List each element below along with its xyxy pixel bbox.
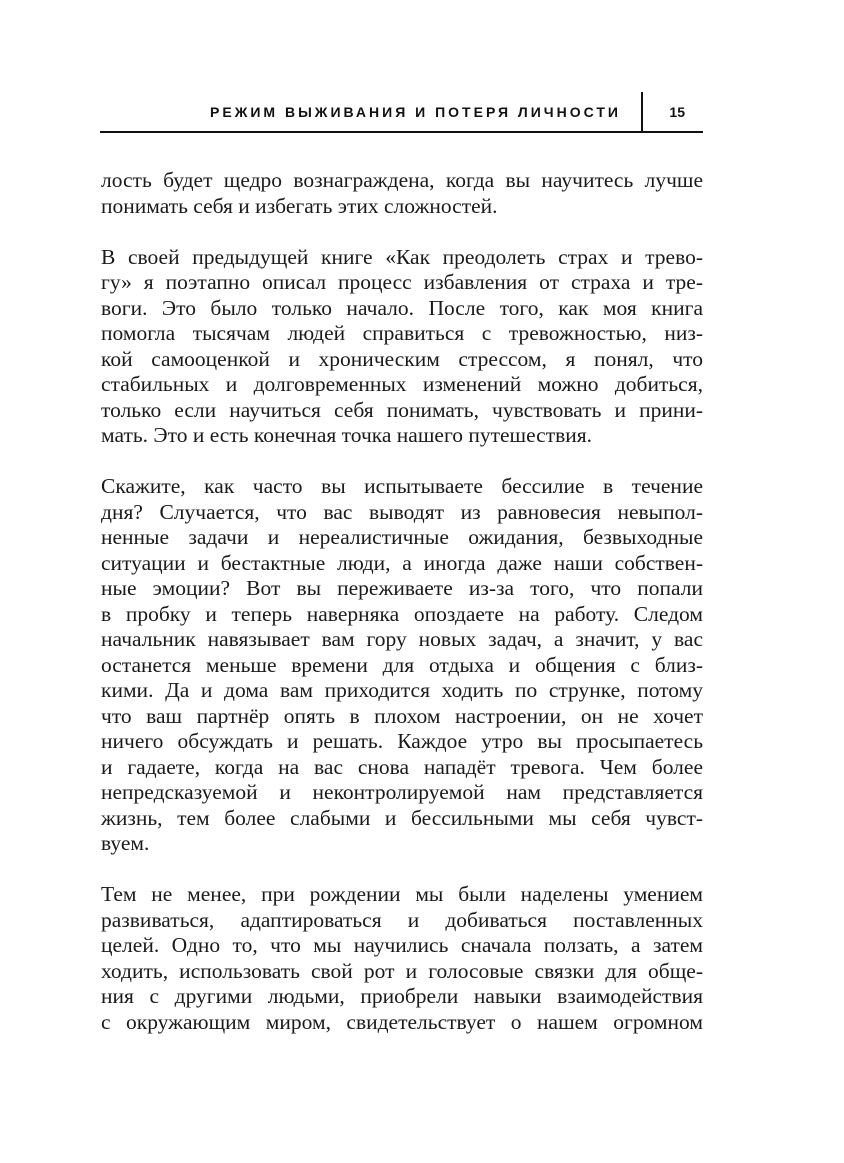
- text-line: непредсказуемой и неконтролируемой нам представляется: [101, 780, 703, 804]
- text-line: Скажите, как часто вы испытываете бессилие в течение: [101, 474, 703, 498]
- text-line: в пробку и теперь наверняка опоздаете на работу. Следом: [101, 601, 703, 626]
- body-text: [101, 168, 703, 1061]
- text-line: лость будет щедро вознаграждена, когда вы научитесь лучше: [101, 168, 703, 192]
- text-line: ничего обсуждать и решать. Каждое утро вы просыпаетесь: [101, 729, 703, 753]
- text-line: останется меньше времени для отдыха и общения с близ-: [101, 652, 703, 677]
- paragraph: [101, 474, 703, 857]
- paragraph: [101, 882, 703, 1035]
- text-line: ходить, использовать свой рот и голосовые связки для обще-: [101, 958, 703, 983]
- text-line: целей. Одно то, что мы научились сначала ползать, а затем: [101, 933, 703, 957]
- text-line: В своей предыдущей книге «Как преодолеть страх и трево-: [101, 244, 703, 269]
- text-line: дня? Случается, что вас выводят из равновесия невыпол-: [101, 499, 703, 524]
- text-line: жизнь, тем более слабыми и бессильными мы себя чувст-: [101, 805, 703, 830]
- header-divider: [641, 92, 643, 132]
- text-line: ния с другими людьми, приобрели навыки взаимодействия: [101, 984, 703, 1008]
- text-line: ненные задачи и нереалистичные ожидания, безвыходные: [101, 525, 703, 549]
- text-line: помогла тысячам людей справиться с тревожностью, низ-: [101, 321, 703, 345]
- paragraph: [101, 245, 703, 449]
- text-line: стабильных и долговременных изменений можно добиться,: [101, 372, 703, 396]
- text-line: гу» я поэтапно описал процесс избавления от страха и тре-: [101, 270, 703, 294]
- text-line: кими. Да и дома вам приходится ходить по струнке, потому: [101, 678, 703, 702]
- text-line: развиваться, адаптироваться и добиваться поставленных: [101, 907, 703, 932]
- text-line: и гадаете, когда на вас снова нападёт тревога. Чем более: [101, 754, 703, 779]
- text-line: кой самооценкой и хроническим стрессом, я понял, что: [101, 346, 703, 371]
- text-line: только если научиться себя понимать, чувствовать и прини-: [101, 397, 703, 422]
- text-line: мать. Это и есть конечная точка нашего путешествия.: [101, 423, 593, 447]
- text-line: ные эмоции? Вот вы переживаете из-за того, что попали: [101, 576, 703, 600]
- text-line: с окружающим миром, свидетельствует о нашем огромном: [101, 1009, 703, 1034]
- header-rule: [100, 131, 703, 133]
- text-line: воги. Это было только начало. После того, как моя книга: [101, 295, 703, 320]
- page-number: 15: [669, 104, 685, 120]
- text-line: Тем не менее, при рождении мы были наделены умением: [101, 882, 703, 906]
- text-line: ситуации и бестактные люди, а иногда даже наши собствен-: [101, 550, 703, 575]
- running-title: РЕЖИМ ВЫЖИВАНИЯ И ПОТЕРЯ ЛИЧНОСТИ: [210, 104, 621, 120]
- text-line: начальник навязывает вам гору новых задач, а значит, у вас: [101, 627, 703, 651]
- text-line: понимать себя и избегать этих сложностей.: [101, 193, 498, 218]
- text-line: вуем.: [101, 831, 150, 855]
- running-head: [100, 92, 703, 132]
- text-line: что ваш партнёр опять в плохом настроении, он не хочет: [101, 703, 703, 728]
- paragraph: [101, 168, 703, 219]
